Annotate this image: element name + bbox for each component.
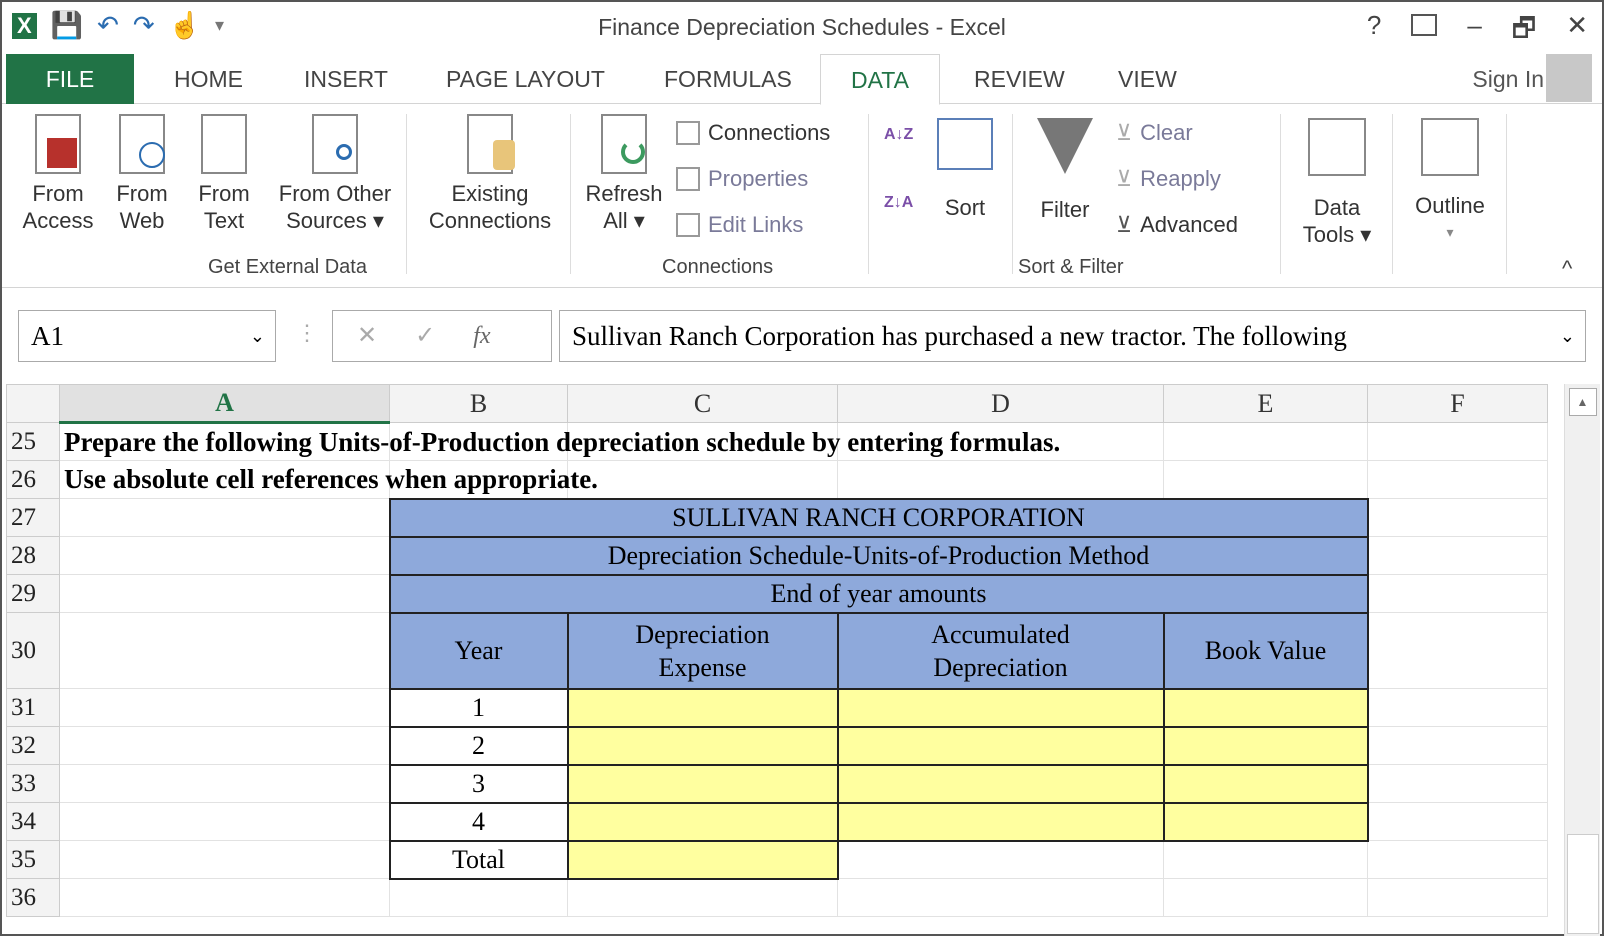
input-cell[interactable] <box>1164 689 1368 727</box>
refresh-all-button[interactable] <box>580 114 668 234</box>
formula-input[interactable] <box>559 310 1586 362</box>
column-header-a[interactable]: A <box>60 385 390 423</box>
help-button[interactable]: ? <box>1366 10 1382 40</box>
year-cell[interactable]: 2 <box>390 727 568 765</box>
existing-connections-button[interactable] <box>420 114 560 234</box>
cell[interactable] <box>1164 879 1368 917</box>
cell[interactable] <box>1368 537 1548 575</box>
group-label-sort-filter: Sort & Filter <box>1018 256 1124 278</box>
clear-filter-icon: ⊻ <box>1116 120 1133 145</box>
divider <box>570 114 571 274</box>
year-cell[interactable]: 4 <box>390 803 568 841</box>
filter-funnel-icon <box>1037 118 1093 174</box>
confirm-entry-button[interactable]: ✓ <box>415 322 436 349</box>
label: From Other <box>278 181 392 206</box>
cell[interactable] <box>1368 727 1548 765</box>
row-header[interactable]: 34 <box>7 803 60 841</box>
customize-qat-icon[interactable]: ▾ <box>215 15 225 35</box>
reapply-button[interactable] <box>1116 166 1221 192</box>
label: ▾ <box>1446 224 1454 240</box>
header-year[interactable]: Year <box>390 613 568 689</box>
cell[interactable] <box>838 841 1164 879</box>
total-label-cell[interactable]: Total <box>390 841 568 879</box>
label: All ▾ <box>603 208 645 233</box>
cell[interactable] <box>60 879 390 917</box>
instruction-cell[interactable]: Use absolute cell references when appropriate. <box>60 461 390 499</box>
sort-icon <box>937 118 993 170</box>
cell[interactable] <box>60 803 390 841</box>
divider <box>1392 114 1393 274</box>
cell[interactable] <box>1368 461 1548 499</box>
cell[interactable] <box>1368 689 1548 727</box>
label: From <box>116 181 168 206</box>
data-tools-icon <box>1308 118 1366 176</box>
year-cell[interactable]: 1 <box>390 689 568 727</box>
input-cell[interactable] <box>838 765 1164 803</box>
row-header[interactable]: 30 <box>7 613 60 689</box>
other-sources-icon <box>312 114 358 174</box>
row-header[interactable]: 31 <box>7 689 60 727</box>
from-access-button[interactable] <box>16 114 100 234</box>
column-header-b[interactable]: B <box>390 385 568 423</box>
collapse-ribbon-button[interactable]: ^ <box>1562 256 1573 281</box>
undo-icon[interactable]: ↶ <box>97 10 119 40</box>
input-cell[interactable] <box>568 689 838 727</box>
column-header-e[interactable]: E <box>1164 385 1368 423</box>
user-avatar-icon[interactable] <box>1546 54 1592 102</box>
divider <box>868 114 869 274</box>
close-button[interactable]: ✕ <box>1566 10 1588 40</box>
from-other-sources-button[interactable] <box>270 114 400 234</box>
label: Sort <box>944 195 986 220</box>
input-cell[interactable] <box>838 689 1164 727</box>
cell[interactable] <box>390 879 568 917</box>
ribbon-display-options-icon[interactable] <box>1411 14 1437 36</box>
row-header[interactable]: 36 <box>7 879 60 917</box>
advanced-filter-icon: ⊻ <box>1116 212 1133 237</box>
insert-function-button[interactable]: fx <box>473 323 491 349</box>
redo-icon[interactable]: ↷ <box>132 10 155 40</box>
tab-review[interactable]: REVIEW <box>974 66 1065 92</box>
label: Reapply <box>1140 166 1221 191</box>
row-header[interactable]: 28 <box>7 537 60 575</box>
label: Text <box>203 208 245 233</box>
row-header[interactable]: 25 <box>7 423 60 461</box>
cell[interactable] <box>60 499 390 537</box>
outline-button[interactable] <box>1400 118 1500 246</box>
subtitle-cell[interactable]: End of year amounts <box>390 575 1368 613</box>
label: Edit Links <box>708 212 804 237</box>
access-icon <box>35 114 81 174</box>
reapply-icon: ⊻ <box>1116 166 1133 191</box>
label: Tools ▾ <box>1302 222 1372 247</box>
input-cell[interactable] <box>568 727 838 765</box>
input-cell[interactable] <box>838 803 1164 841</box>
group-label-connections: Connections <box>662 256 774 278</box>
sign-in-link[interactable]: Sign In <box>1472 66 1544 92</box>
cell[interactable] <box>568 461 838 499</box>
cell[interactable] <box>1368 423 1548 461</box>
label: Existing <box>451 181 529 206</box>
tab-page-layout[interactable]: PAGE LAYOUT <box>446 66 605 92</box>
label: Web <box>119 208 165 233</box>
label: Access <box>22 208 94 233</box>
clear-filter-button[interactable] <box>1116 120 1193 146</box>
save-icon[interactable]: 💾 <box>50 10 84 40</box>
header-book-value[interactable]: Book Value <box>1164 613 1368 689</box>
schedule-title-cell[interactable]: Depreciation Schedule-Units-of-Production Method <box>390 537 1368 575</box>
tab-home[interactable]: HOME <box>174 66 243 92</box>
row-header[interactable]: 35 <box>7 841 60 879</box>
column-header-c[interactable]: C <box>568 385 838 423</box>
input-cell[interactable] <box>568 803 838 841</box>
connections-icon <box>676 121 700 145</box>
input-cell[interactable] <box>568 765 838 803</box>
sort-button[interactable] <box>932 118 998 221</box>
outline-icon <box>1421 118 1479 176</box>
column-header-d[interactable]: D <box>838 385 1164 423</box>
label: Data <box>1313 195 1361 220</box>
header-accumulated-depreciation[interactable]: Accumulated Depreciation <box>838 613 1164 689</box>
cell[interactable] <box>60 727 390 765</box>
total-input-cell[interactable] <box>568 841 838 879</box>
cell[interactable] <box>1164 841 1368 879</box>
drag-handle-icon[interactable]: ⋮ <box>296 320 318 345</box>
cell[interactable] <box>838 879 1164 917</box>
cell[interactable] <box>60 765 390 803</box>
company-title-cell[interactable]: SULLIVAN RANCH CORPORATION <box>390 499 1368 537</box>
cancel-entry-button[interactable]: ✕ <box>357 322 378 349</box>
sort-z-to-a-button[interactable]: Z↓A <box>884 194 914 211</box>
input-cell[interactable] <box>1164 727 1368 765</box>
instruction-cell[interactable]: Prepare the following Units-of-Production depreciation schedule by entering formulas. <box>60 423 390 461</box>
label: From <box>32 181 84 206</box>
web-globe-icon <box>119 114 165 174</box>
year-cell[interactable]: 3 <box>390 765 568 803</box>
cell[interactable] <box>838 461 1164 499</box>
row-header[interactable]: 26 <box>7 461 60 499</box>
touch-mode-icon[interactable]: ☝ <box>168 10 202 40</box>
refresh-icon <box>601 114 647 174</box>
divider <box>406 114 407 274</box>
divider <box>1280 114 1281 274</box>
cell[interactable] <box>60 841 390 879</box>
connections-button[interactable] <box>676 120 830 146</box>
restore-button[interactable]: 🗗 <box>1511 13 1537 43</box>
cell[interactable] <box>1368 613 1548 689</box>
cell[interactable] <box>60 689 390 727</box>
window-title: Finance Depreciation Schedules - Excel <box>598 14 1006 40</box>
row-header[interactable]: 32 <box>7 727 60 765</box>
name-box-value: A1 <box>31 321 64 351</box>
label: Outline <box>1415 193 1485 218</box>
ribbon-tabs <box>2 54 1602 104</box>
worksheet-grid <box>6 384 1548 917</box>
group-label-get-external-data: Get External Data <box>208 256 367 278</box>
row-header[interactable]: 29 <box>7 575 60 613</box>
divider <box>1506 114 1507 274</box>
expand-formula-bar-icon[interactable]: ⌄ <box>1559 326 1575 346</box>
cell[interactable] <box>60 575 390 613</box>
minimize-button[interactable]: – <box>1467 10 1482 40</box>
cell[interactable] <box>1368 575 1548 613</box>
cell[interactable] <box>1164 461 1368 499</box>
tab-view[interactable]: VIEW <box>1118 66 1177 92</box>
divider <box>1012 114 1013 274</box>
label: Refresh <box>585 181 663 206</box>
existing-connections-icon <box>467 114 513 174</box>
ribbon <box>2 104 1602 288</box>
label: Sources ▾ <box>286 208 384 233</box>
vertical-scrollbar[interactable] <box>1564 384 1600 936</box>
cell[interactable] <box>1368 841 1548 879</box>
text-file-icon <box>201 114 247 174</box>
cell[interactable] <box>1368 499 1548 537</box>
cell[interactable] <box>1164 423 1368 461</box>
label: Filter <box>1040 197 1090 222</box>
cell[interactable] <box>1368 879 1548 917</box>
properties-icon <box>676 167 700 191</box>
advanced-filter-button[interactable] <box>1116 212 1238 238</box>
from-web-button[interactable] <box>110 114 174 234</box>
input-cell[interactable] <box>1164 765 1368 803</box>
header-depreciation-expense[interactable]: Depreciation Expense <box>568 613 838 689</box>
sort-a-to-z-button[interactable]: A↓Z <box>884 126 914 143</box>
properties-button[interactable] <box>676 166 808 192</box>
label: Properties <box>708 166 809 191</box>
cell[interactable] <box>1368 803 1548 841</box>
filter-button[interactable] <box>1030 118 1100 223</box>
name-box[interactable] <box>18 310 276 362</box>
cell[interactable] <box>60 537 390 575</box>
input-cell[interactable] <box>838 727 1164 765</box>
title-bar <box>2 2 1602 52</box>
excel-logo-icon: X <box>12 13 37 39</box>
edit-links-button[interactable] <box>676 212 803 238</box>
select-all-corner[interactable] <box>7 385 60 423</box>
label: From <box>198 181 250 206</box>
cell[interactable] <box>568 879 838 917</box>
cell[interactable] <box>1368 765 1548 803</box>
label: Connections <box>708 120 831 145</box>
tab-formulas[interactable]: FORMULAS <box>664 66 792 92</box>
tab-file[interactable]: FILE <box>6 54 134 104</box>
tab-insert[interactable]: INSERT <box>304 66 388 92</box>
label: Advanced <box>1140 212 1238 237</box>
formula-content: Sullivan Ranch Corporation has purchased a new tractor. The following <box>572 321 1347 351</box>
edit-links-icon <box>676 213 700 237</box>
tab-data[interactable]: DATA <box>820 54 940 105</box>
label: Connections <box>428 208 552 233</box>
scrollbar-thumb[interactable] <box>1567 834 1599 934</box>
column-header-f[interactable]: F <box>1368 385 1548 423</box>
from-text-button[interactable] <box>192 114 256 234</box>
data-tools-button[interactable] <box>1292 118 1382 248</box>
row-header[interactable]: 33 <box>7 765 60 803</box>
cell[interactable] <box>60 613 390 689</box>
chevron-down-icon[interactable]: ⌄ <box>249 326 265 346</box>
label: Clear <box>1140 120 1193 145</box>
scroll-up-button[interactable]: ▲ <box>1569 388 1597 416</box>
row-header[interactable]: 27 <box>7 499 60 537</box>
input-cell[interactable] <box>1164 803 1368 841</box>
